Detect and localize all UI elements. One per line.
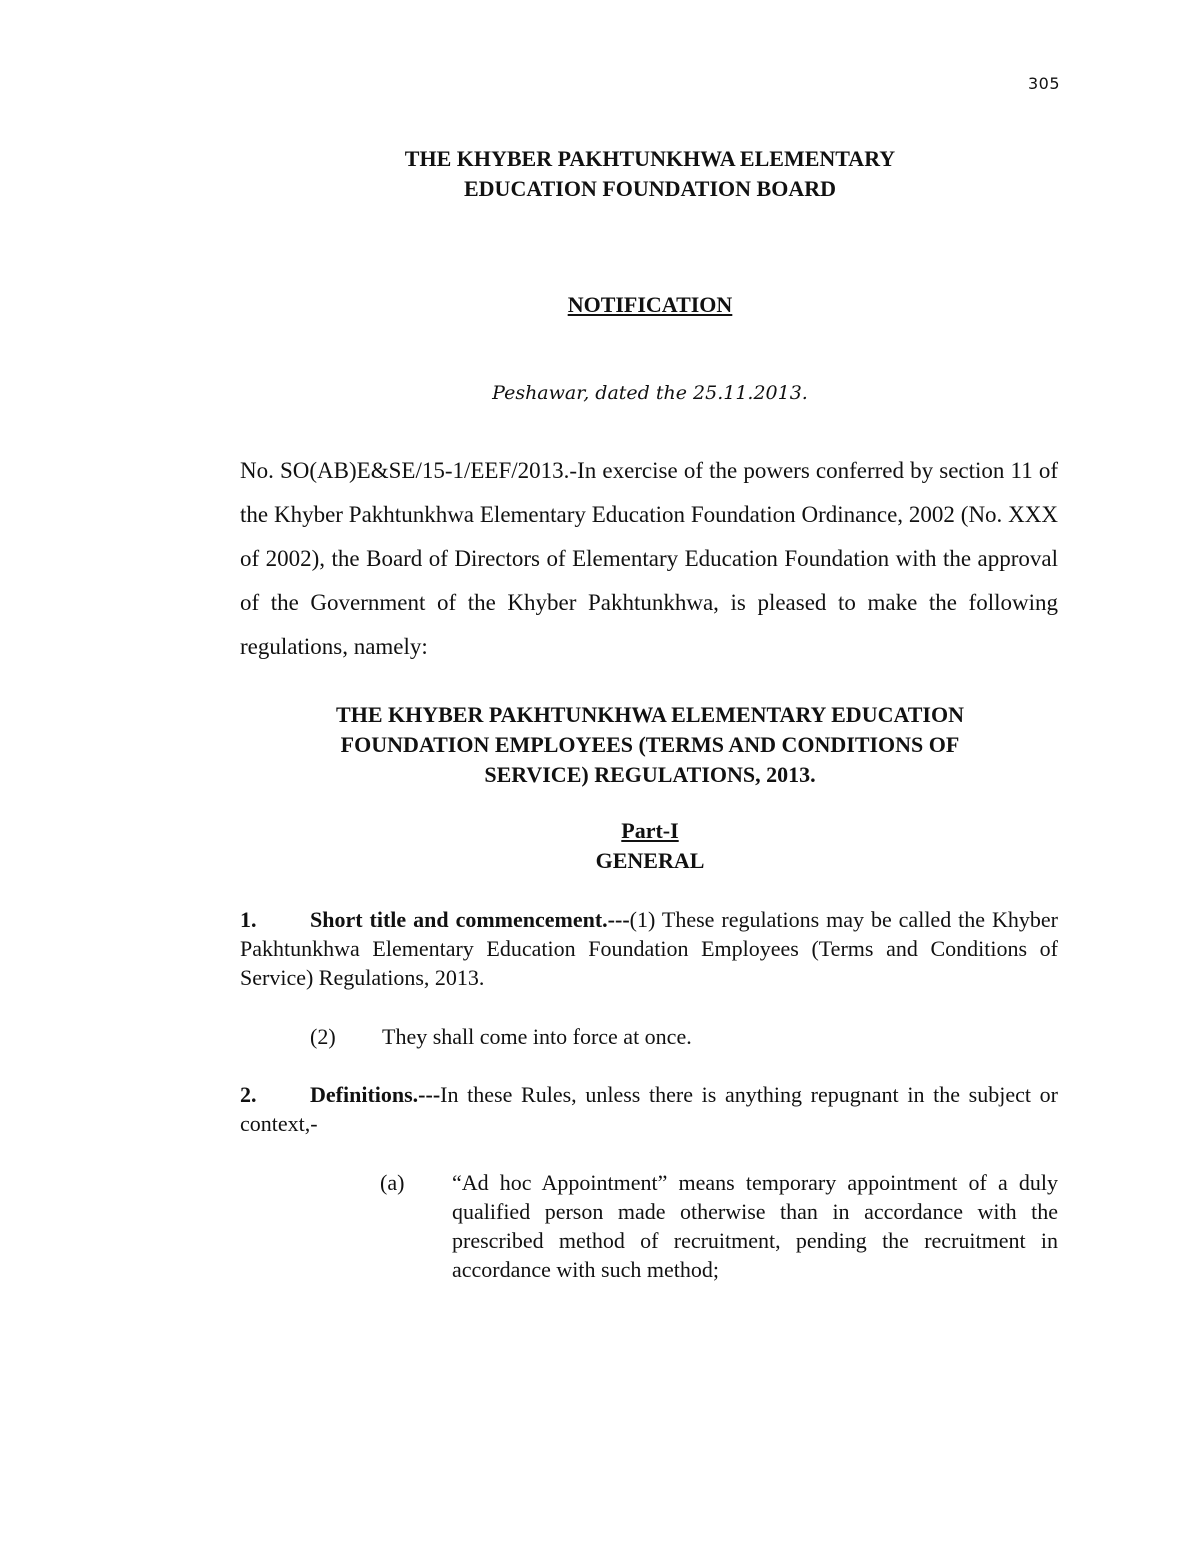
clause-a-text: “Ad hoc Appointment” means temporary appointment of a duly qualified person made otherwise than in accordance with the prescribed method of recruitment, pending the recruitment in accordance with such method; <box>452 1170 1058 1282</box>
regulations-title <box>240 700 1060 790</box>
section-2-number: 2. <box>240 1082 257 1107</box>
subsection-2-number: (2) <box>310 1024 336 1049</box>
board-title-line-2: EDUCATION FOUNDATION BOARD <box>464 176 836 201</box>
board-title-line-1: THE KHYBER PAKHTUNKHWA ELEMENTARY <box>404 146 896 171</box>
part-heading <box>240 816 1060 876</box>
page-number: 305 <box>1027 74 1060 93</box>
section-1-number: 1. <box>240 907 257 932</box>
board-title <box>240 144 1060 204</box>
section-1-subsection-2 <box>310 1022 692 1051</box>
regulations-title-line-3: SERVICE) REGULATIONS, 2013. <box>484 762 816 787</box>
part-title: GENERAL <box>595 848 705 873</box>
clause-a-label: (a) <box>380 1170 405 1195</box>
section-2-text: In these Rules, unless there is anything repugnant in the subject or context,- <box>240 1082 1058 1136</box>
section-1-heading: Short title and commencement.--- <box>310 907 630 932</box>
notification-heading: NOTIFICATION <box>567 292 733 317</box>
preamble-paragraph: No. SO(AB)E&SE/15-1/EEF/2013.-In exercise of the powers conferred by section 11 of the Khyber Pakhtunkhwa Elementary Education Foundation Ordinance, 2002 (No. XXX of 2002), the Board of Directors of Elementary Education Foundation with the approval of the Government of the Khyber Pakhtunkhwa, is pleased to make the following regulations, namely: <box>240 458 1058 659</box>
section-1 <box>240 905 1058 992</box>
subsection-2-text: They shall come into force at once. <box>382 1024 692 1049</box>
date-line: Peshawar, dated the 25.11.2013. <box>492 382 808 404</box>
part-label: Part-I <box>621 818 679 843</box>
section-2-heading: Definitions.--- <box>310 1082 441 1107</box>
section-2 <box>240 1080 1058 1138</box>
regulations-title-line-2: FOUNDATION EMPLOYEES (TERMS AND CONDITIONS OF <box>340 732 960 757</box>
clause-a <box>380 1168 1058 1284</box>
section-1-text: (1) These regulations may be called the Khyber Pakhtunkhwa Elementary Education Foundation Employees (Terms and Conditions of Service) Regulations, 2013. <box>240 907 1058 990</box>
regulations-title-line-1: THE KHYBER PAKHTUNKHWA ELEMENTARY EDUCATION <box>336 702 964 727</box>
